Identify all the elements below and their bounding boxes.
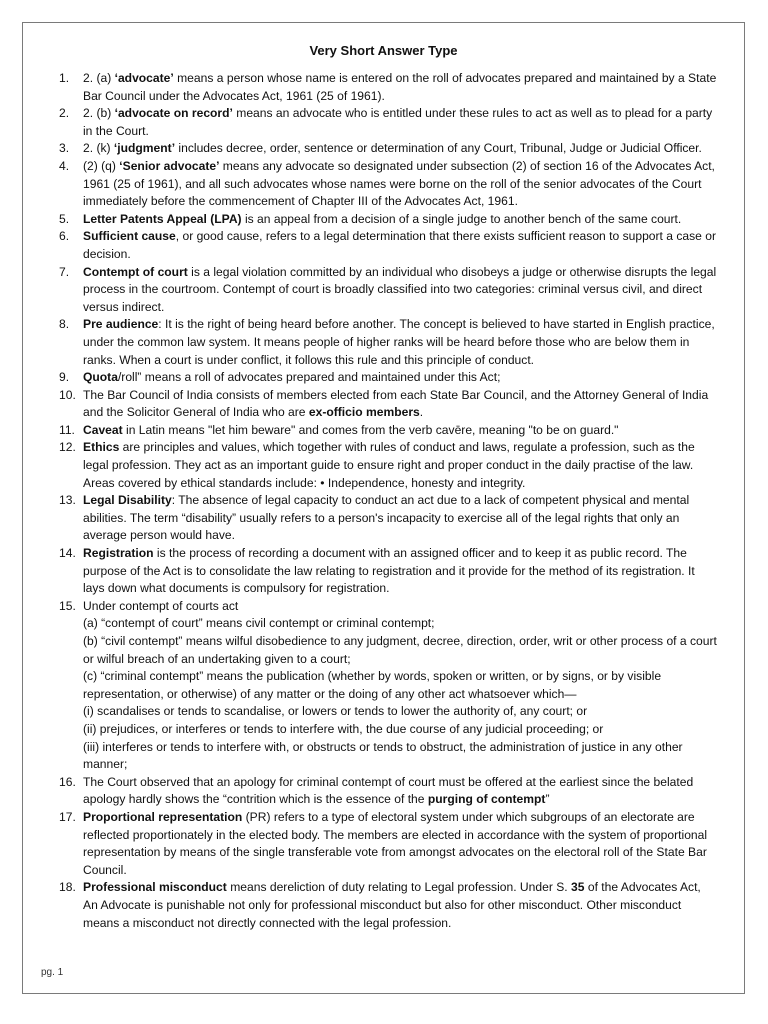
list-item: 12. Ethics are principles and values, which together with rules of conduct and laws, regulate a profession, such as the legal profession. They act as an important guide to ensure right and proper conduct in the daily practise of the law. Areas covered by ethical standards include: • Independence, honesty and integrity. [59,440,695,490]
list-item: 15. Under contempt of courts act (a) “contempt of court” means civil contempt or criminal contempt; (b) “civil contempt” means wilful disobedience to any judgment, decree, direction, order, writ or other process of a court or wilful breach of an undertaking given to a court; (c) “criminal contempt” means the publication (whether by words, spoken or written, or by signs, or by visible representation, or otherwise) of any matter or the doing of any other act whatsoever which— (i) scandalises or tends to scandalise, or lowers or tends to lower the authority of, any court; or (ii) prejudices, or interferes or tends to interfere with, the due course of any judicial proceeding; or (iii) interferes or tends to interfere with, or obstructs or tends to obstruct, the administration of justice in any other manner; [41,598,718,774]
list-item: 5. Letter Patents Appeal (LPA) is an appeal from a decision of a single judge to another bench of the same court. [41,211,718,229]
item-number: 13. [59,493,76,508]
list-item: 8. Pre audience: It is the right of being heard before another. The concept is believed to have started in English practice, under the common law system. It means people of higher ranks will be heard before those who are below them in ranks. When a court is under conflict, it follows this rule and this principle of conduct. [59,317,715,367]
item-number: 14. [59,546,76,561]
item-number: 5. [59,211,70,226]
list-item: 17. Proportional representation (PR) refers to a type of electoral system under which subgroups of an electorate are reflected proportionately in the elected body. The members are elected in accordance with the system of proportional representation by means of the single transferable vote from amongst advocates on the electoral roll of the State Bar Council. [59,809,708,877]
list-item: 6. Sufficient cause, or good cause, refers to a legal determination that there exists sufficient reason to support a case or decision. [59,229,717,261]
item-number: 17. [59,809,76,824]
item-number: 3. [59,141,70,156]
item-number: 4. [59,158,70,173]
sub-clause: (iii) interferes or tends to interfere with, or obstructs or tends to obstruct, the administration of justice in any other manner; [83,739,683,772]
list-item: 3. 2. (k) ‘judgment’ includes decree, order, sentence or determination of any Court, Tribunal, Judge or Judicial Officer. [41,140,718,158]
document-title: Very Short Answer Type [309,43,458,58]
item-number: 11. [59,422,75,437]
sub-clause: (b) “civil contempt” means wilful disobedience to any judgment, decree, direction, order, writ or other process of a court or wilful breach of an undertaking given to a court; [83,634,717,666]
sub-clause: (c) “criminal contempt” means the publication (whether by words, spoken or written, or by signs, or by visible representation, or otherwise) of any matter or the doing of any other act whatsoever which— [83,669,662,701]
item-number: 6. [59,229,70,244]
list-item: 10. The Bar Council of India consists of members elected from each State Bar Council, and the Attorney General of India and the Solicitor General of India who are ex-officio members. [59,387,709,420]
item-number: 8. [59,317,70,332]
item-number: 15. [59,598,76,613]
item-number: 2. [59,106,70,121]
item-number: 9. [59,370,70,385]
list-item: 1. 2. (a) ‘advocate’ means a person whose name is entered on the roll of advocates prepared and maintained by a State Bar Council under the Advocates Act, 1961 (25 of 1961). [59,71,717,103]
item-number: 10. [59,387,76,402]
list-item: 2. 2. (b) ‘advocate on record’ means an advocate who is entitled under these rules to act as well as to plead for a party in the Court. [59,106,713,138]
document-page [22,22,745,994]
page-number: pg. 1 [41,967,64,978]
item-number: 12. [59,440,76,455]
list-item: 16. The Court observed that an apology for criminal contempt of court must be offered at the earliest since the belated apology hardly shows the “contrition which is the essence of the purging of contempt” [59,774,694,807]
list-item: 13. Legal Disability: The absence of legal capacity to conduct an act due to a lack of competent physical and mental abilities. The term “disability” usually refers to a person's incapacity to exercise all of the legal rights that only an average person would have. [59,493,690,543]
list-item: 4. (2) (q) ‘Senior advocate’ means any advocate so designated under subsection (2) of section 16 of the Advocates Act, 1961 (25 of 1961), and all such advocates whose names were borne on the roll of the senior advocates of the Court immediately before the commencement of Chapter III of the Advocates Act, 1961. [59,158,715,209]
sub-clause: (ii) prejudices, or interferes or tends to interfere with, the due course of any judicial proceeding; or [83,721,604,736]
sub-clause: (a) “contempt of court” means civil contempt or criminal contempt; [83,616,435,631]
item-number: 7. [59,264,70,279]
list-item: 7. Contempt of court is a legal violation committed by an individual who disobeys a judge or otherwise disrupts the legal process in the courtroom. Contempt of court is broadly classified into two categories: criminal versus civil, and direct versus indirect. [59,264,717,314]
item-number: 16. [59,774,76,789]
list-item: 14. Registration is the process of recording a document with an assigned officer and to keep it as public record. The purpose of the Act is to consolidate the law relating to registration and it provide for the method of its registration. It lays down what documents is compulsory for registration. [59,546,695,596]
item-number: 1. [59,71,70,85]
list-item: 18. Professional misconduct means dereliction of duty relating to Legal profession. Under S. 35 of the Advocates Act, An Advocate is punishable not only for professional misconduct but also for other misconduct. Other misconduct means a misconduct not directly connected with the legal profession. [59,880,701,930]
list-item: 9. Quota/roll” means a roll of advocates prepared and maintained under this Act; [41,369,718,387]
sub-clause: (i) scandalises or tends to scandalise, or lowers or tends to lower the authority of, any court; or [83,704,588,719]
item-number: 18. [59,880,76,895]
list-item: 11. Caveat in Latin means "let him beware" and comes from the verb cavēre, meaning "to be on guard." [41,422,718,440]
answer-list [41,70,718,932]
